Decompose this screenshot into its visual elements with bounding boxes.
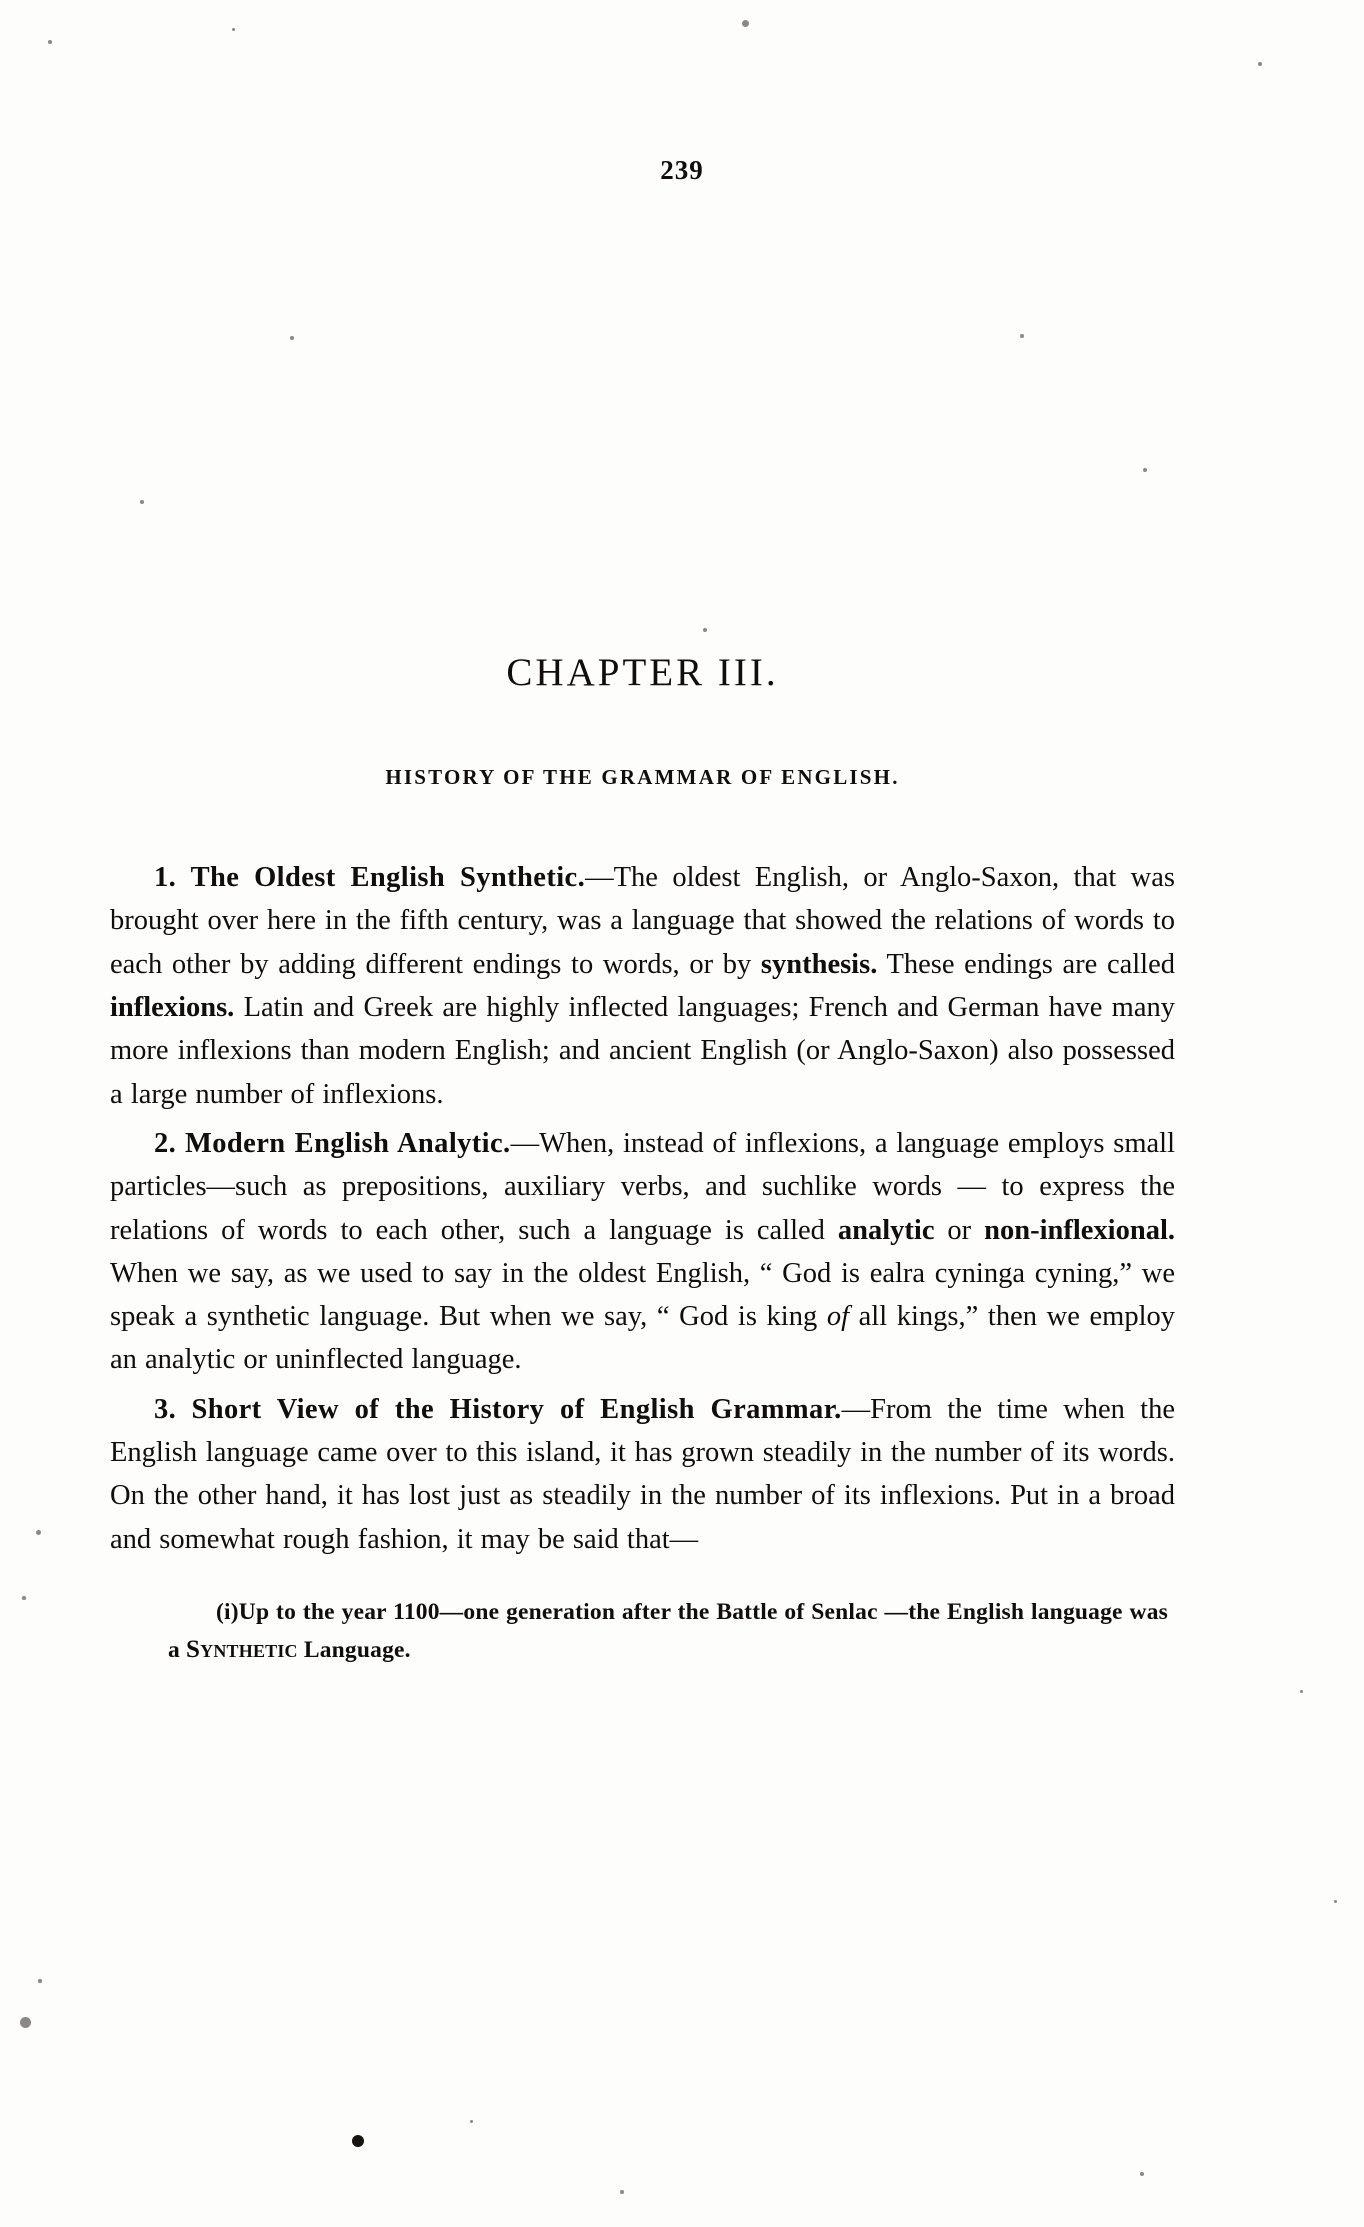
section-1-text-2: These endings are called xyxy=(877,948,1175,980)
note-marker: (i) xyxy=(216,1599,239,1625)
scan-speck xyxy=(1143,468,1147,472)
scan-speck xyxy=(1258,62,1262,66)
scan-speck xyxy=(38,1979,42,1983)
scan-speck xyxy=(1300,1690,1303,1693)
note-item-i xyxy=(168,1595,1168,1669)
section-3-heading: Short View of the History of English Grammar. xyxy=(191,1393,842,1425)
scan-speck xyxy=(20,2017,31,2028)
section-1-heading: The Oldest English Synthetic. xyxy=(190,862,586,893)
section-3-text: From the time when the English language came over to this island, it has grown steadily in the number of its words. On the other hand, it has lost just as steadily in the number of its inflexions. Put in a broad and somewhat rough fashion, it may be said that— xyxy=(110,1393,1175,1555)
section-1-emphasis-2: inflexions. xyxy=(110,991,235,1023)
note-smallcaps: Synthetic xyxy=(186,1635,298,1663)
scan-speck xyxy=(290,336,294,340)
section-1-number: 1. xyxy=(154,862,177,893)
scan-speck xyxy=(36,1530,41,1535)
page-content xyxy=(110,650,1175,1692)
section-2-text-3: When we say, as we used to say in the oldest English, “ God is ealra cyninga cyning,” we speak a synthetic language. But when we say, “ God is king xyxy=(110,1257,1175,1333)
scan-speck xyxy=(22,1596,26,1600)
scan-speck xyxy=(48,40,52,44)
note-text-2: Language. xyxy=(297,1636,411,1663)
chapter-title: CHAPTER III. xyxy=(506,651,779,694)
section-2-text: When, instead of inflexions, a language employs small particles—such as prepositions, auxiliary verbs, and suchlike words — to express the relations of words to each other, such a language is called xyxy=(110,1127,1175,1246)
scan-speck xyxy=(232,28,235,31)
scan-speck xyxy=(1140,2172,1144,2176)
scan-speck xyxy=(1020,334,1024,338)
chapter-subtitle xyxy=(110,765,1175,790)
section-1-emphasis-1: synthesis. xyxy=(760,948,878,980)
section-3-dash: — xyxy=(841,1393,871,1425)
section-paragraph-2 xyxy=(110,1122,1175,1382)
section-2-dash: — xyxy=(510,1127,540,1159)
section-2-number: 2. xyxy=(154,1127,177,1159)
scan-speck xyxy=(742,20,749,27)
section-1-text-3: Latin and Greek are highly inflected languages; French and German have many more inflexions than modern English; and ancient English (or Anglo-Saxon) also possessed a large number of inflexions. xyxy=(110,991,1175,1110)
page-footer-mark xyxy=(352,2135,364,2147)
scan-speck xyxy=(1334,1900,1337,1903)
section-1-text: The oldest English, or Anglo-Saxon, that was brought over here in the fifth century, was a language that showed the relations of words to each other by adding different endings to words, or by xyxy=(110,862,1175,980)
scan-speck xyxy=(140,500,144,504)
scan-speck xyxy=(703,628,707,632)
section-paragraph-3 xyxy=(110,1388,1175,1561)
scan-speck xyxy=(620,2190,624,2194)
page-number: 239 xyxy=(660,155,704,185)
section-2-emphasis-1: analytic xyxy=(837,1214,935,1246)
section-2-italic-1: of xyxy=(826,1301,850,1333)
section-1-dash: — xyxy=(585,862,614,893)
section-paragraph-1 xyxy=(110,856,1175,1116)
scan-speck xyxy=(470,2120,473,2123)
chapter-subtitle-text: HISTORY OF THE GRAMMAR OF ENGLISH. xyxy=(385,765,900,789)
section-3-number: 3. xyxy=(154,1393,177,1425)
note-text-1: Up to the year 1100—one generation after the Battle of Senlac —the English language was a xyxy=(168,1599,1168,1663)
section-2-heading: Modern English Analytic. xyxy=(184,1127,511,1159)
section-2-emphasis-2: non-inflexional. xyxy=(984,1214,1175,1246)
section-2-text-2: or xyxy=(934,1214,985,1246)
section-2-text-4: all kings,” then we employ an analytic or uninflected language. xyxy=(110,1301,1175,1376)
